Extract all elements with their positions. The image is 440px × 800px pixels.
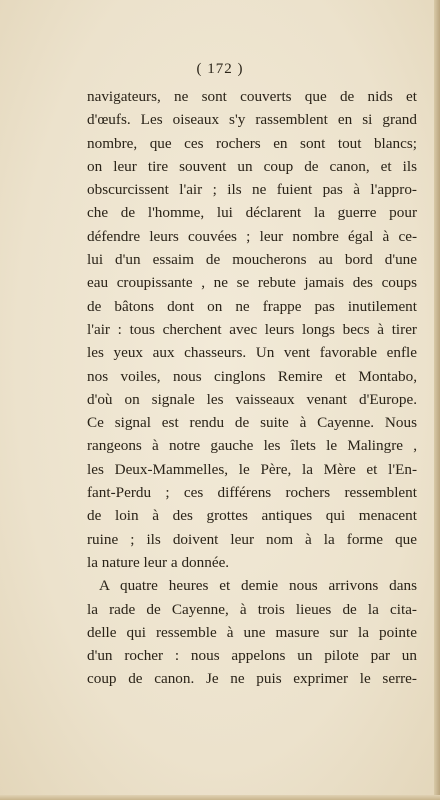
page-number: ( 172 ) [196,61,244,77]
body-text [87,85,417,691]
text-line: rangeons à notre gauche les îlets le Malingre , [87,437,417,455]
text-line: delle qui ressemble à une masure sur la pointe [87,623,417,641]
text-line: navigateurs, ne sont couverts que de nids et [87,88,417,105]
text-line: nombre, que ces rochers en sont tout blancs; [87,134,417,152]
text-line: les Deux-Mammelles, le Père, la Mère et l'En- [87,460,417,478]
text-line: che de l'homme, lui déclarent la guerre pour [87,204,417,222]
text-line: lui d'un essaim de moucherons au bord d'une [87,251,417,269]
page-edge-right [434,0,440,800]
text-line: ruine ; ils doivent leur nom à la forme que [87,530,417,548]
text-line: l'air : tous cherchent avec leurs longs becs à tirer [87,320,417,338]
text-line: obscurcissent l'air ; ils ne fuient pas à l'appro- [87,181,417,199]
text-line: la rade de Cayenne, à trois lieues de la cita- [87,600,417,618]
text-line: A quatre heures et demie nous arrivons dans [99,577,417,595]
text-line: d'un rocher : nous appelons un pilote par un [87,647,417,665]
text-line: fant-Perdu ; ces différens rochers ressemblent [87,484,417,502]
text-line: coup de canon. Je ne puis exprimer le serre- [87,670,417,688]
text-line: de loin à des grottes antiques qui menacent [87,507,417,525]
text-line: d'où on signale les vaisseaux venant d'Europe. [87,390,417,408]
text-line: de bâtons dont on ne frappe pas inutilement [87,297,417,315]
text-line: la nature leur a donnée. [87,553,230,571]
text-line: d'œufs. Les oiseaux s'y rassemblent en si grand [87,111,417,129]
text-line: eau croupissante , ne se rebute jamais des coups [87,274,417,292]
page-edge-bottom [0,795,440,800]
text-line: Ce signal est rendu de suite à Cayenne. Nous [87,414,417,432]
text-line: les yeux aux chasseurs. Un vent favorable enfle [87,344,417,362]
text-line: défendre leurs couvées ; leur nombre égal à ce- [87,227,417,245]
text-line: on leur tire souvent un coup de canon, et ils [87,157,417,175]
text-line: nos voiles, nous cinglons Remire et Montabo, [87,367,417,385]
